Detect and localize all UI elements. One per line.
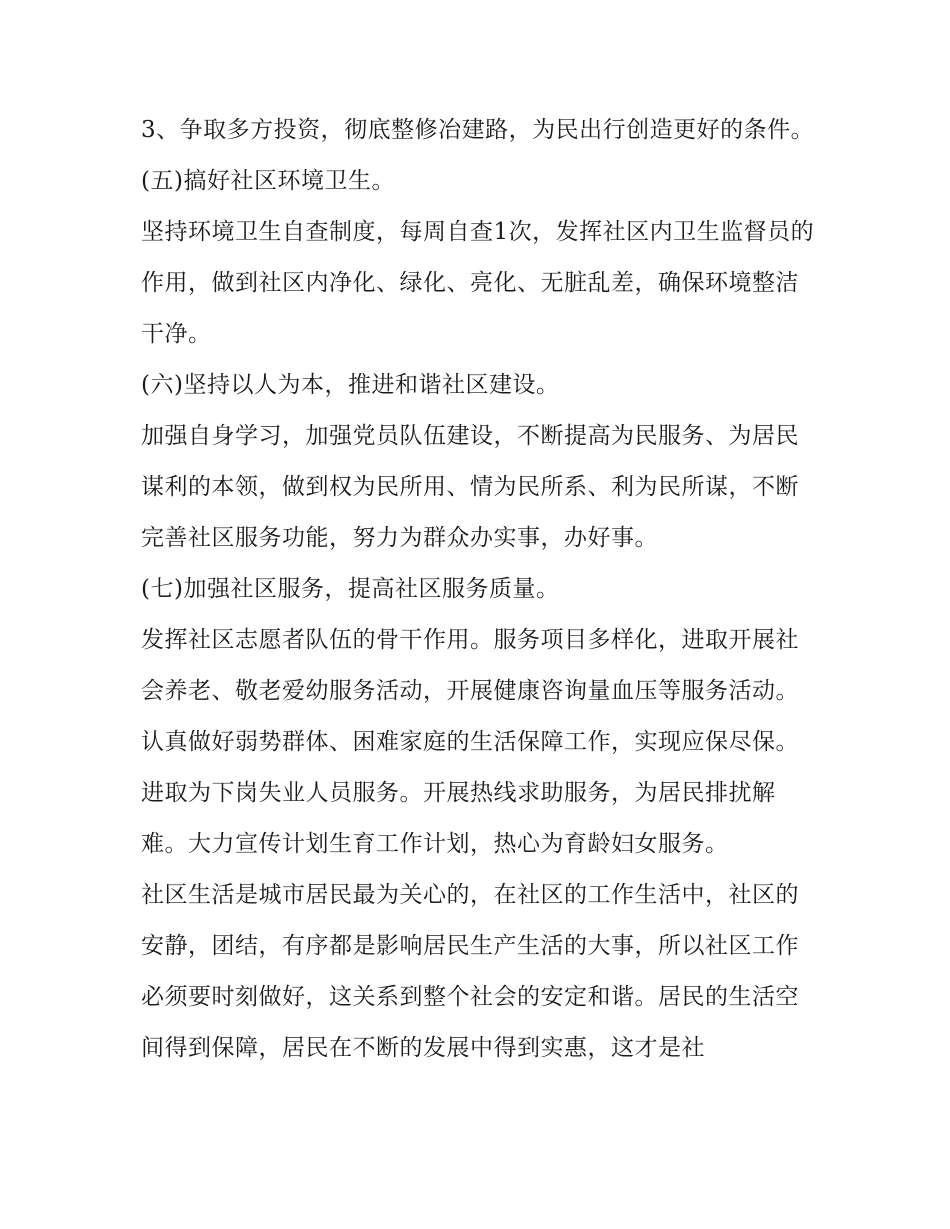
paragraph-investment: 3、争取多方投资，彻底整修冶建路，为民出行创造更好的条件。 (五)搞好社区环境卫生。 — [141, 117, 815, 194]
paragraph-community-life: 社区生活是城市居民最为关心的，在社区的工作生活中，社区的安静，团结，有序都是影响居民生产生活的大事，所以社区工作必须要时刻做好，这关系到整个社会的安定和谐。居民的生活空间得到保障，居民在不断的发展中得到实惠，这才是社 — [141, 882, 799, 1061]
heading-people-oriented: (六)坚持以人为本，推进和谐社区建设。 — [141, 372, 560, 398]
paragraph-volunteers: 发挥社区志愿者队伍的骨干作用。服务项目多样化，进取开展社会养老、敬老爱幼服务活动，开展健康咨询量血压等服务活动。认真做好弱势群体、困难家庭的生活保障工作，实现应保尽保。进取为下岗失业人员服务。开展热线求助服务，为居民排扰解难。大力宣传计划生育工作计划，热心为育龄妇女服务。 — [141, 627, 799, 857]
heading-community-service: (七)加强社区服务，提高社区服务质量。 — [141, 576, 560, 602]
paragraph-sanitation: 坚持环境卫生自查制度，每周自查1次，发挥社区内卫生监督员的作用，做到社区内净化、绿化、亮化、无脏乱差，确保环境整洁干净。 — [141, 219, 815, 347]
paragraph-self-study: 加强自身学习，加强党员队伍建设，不断提高为民服务、为居民谋利的本领，做到权为民所用、情为民所系、利为民所谋，不断完善社区服务功能，努力为群众办实事，办好事。 — [141, 423, 799, 551]
document-body — [141, 105, 821, 1074]
